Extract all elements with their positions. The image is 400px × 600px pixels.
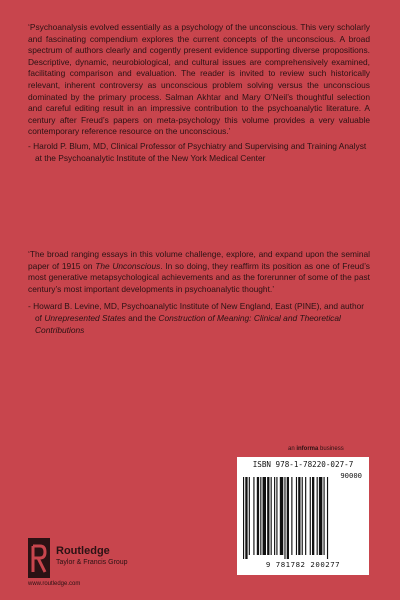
ean-digits: 9 781782 200277: [265, 560, 341, 569]
publisher-url[interactable]: www.routledge.com: [28, 581, 81, 587]
publisher-group: Taylor & Francis Group: [56, 559, 128, 566]
routledge-logo-icon: [28, 538, 50, 578]
endorsement-levine: [28, 249, 370, 336]
endorsement-blum-text: ‘Psychoanalysis evolved essentially as a psychology of the unconscious. This very scholarly and fascinating compendium explores the current concepts of the unconscious. A broad spectrum of authors clearly and cogently present evidence supporting diverse propositions. Descriptive, dynamic, neurobiological, and cultural issues are comprehensively examined, facilitating comparison and evaluation. The reader is invited to review such historically relevant, inherent controversy as unconscious problem solving versus the unconscious dominated by the primary process. Salman Akhtar and Mary O’Neil’s thoughtful selection and careful editing result in an impressive contribution to the psychoanalytic literature. A century after Freud’s papers on meta-psychology this volume provides a very valuable contemporary reference resource on the unconscious.’: [28, 22, 370, 137]
isbn-number: ISBN 978-1-78220-027-7: [252, 460, 354, 469]
publisher-name: Routledge: [56, 545, 110, 557]
informa-business-note: an informa business: [288, 446, 344, 452]
barcode-box: [237, 457, 369, 575]
endorsement-levine-attribution: - Howard B. Levine, MD, Psychoanalytic Institute of New England, East (PINE), and author of Unrepresented States and the Construction of Meaning: Clinical and Theoretical Contributions: [28, 301, 365, 335]
price-addon-code: 90000: [340, 471, 362, 480]
barcode-icon: [243, 477, 363, 559]
endorsement-blum-attribution: - Harold P. Blum, MD, Clinical Professor of Psychiatry and Supervising and Training Analyst at the Psychoanalytic Institute of the New York Medical Center: [28, 140, 367, 163]
endorsement-blum: [28, 22, 370, 164]
endorsement-levine-text: ‘The broad ranging essays in this volume challenge, explore, and expand upon the seminal paper of 1915 on The Unconscious. In so doing, they reaffirm its position as one of Freud’s most generative metapsychological achievements and as the forerunner of some of the past century’s most important developments in psychoanalytic thought.’: [28, 249, 370, 294]
